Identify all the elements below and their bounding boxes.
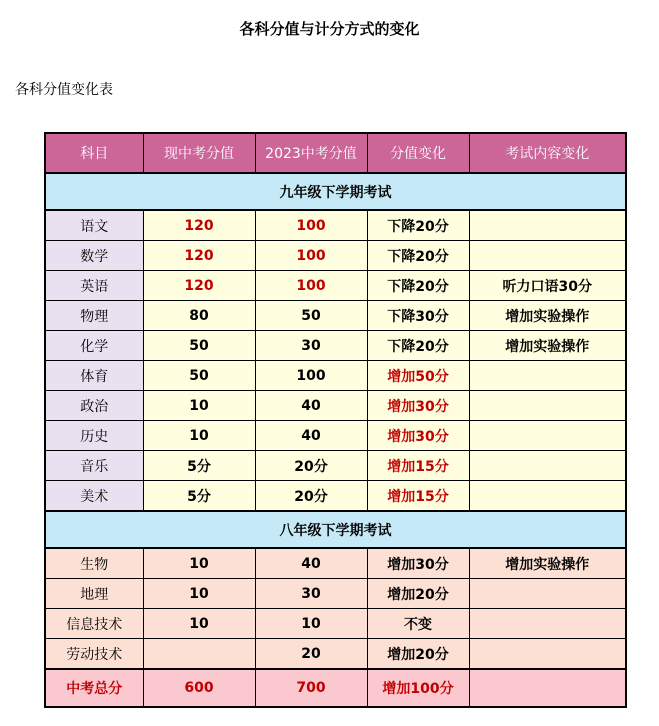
current-score-cell: 10 [143, 548, 255, 579]
table-row [45, 548, 626, 579]
table-row [45, 391, 626, 421]
table-row [45, 639, 626, 670]
content-change-cell [469, 451, 626, 481]
table-row [45, 301, 626, 331]
content-change-cell [469, 391, 626, 421]
header-row [45, 133, 626, 173]
score-change-cell: 增加15分 [367, 451, 469, 481]
new-score-cell: 100 [255, 361, 367, 391]
current-score-cell: 50 [143, 331, 255, 361]
score-change-cell: 下降30分 [367, 301, 469, 331]
page-title: 各科分值与计分方式的变化 [239, 20, 420, 38]
content-change-cell [469, 481, 626, 512]
table-row [45, 421, 626, 451]
table-row [45, 481, 626, 512]
content-change-cell: 听力口语30分 [469, 271, 626, 301]
score-change-cell: 增加20分 [367, 639, 469, 670]
score-change-cell: 增加20分 [367, 579, 469, 609]
current-score-cell: 10 [143, 421, 255, 451]
subject-cell: 化学 [45, 331, 143, 361]
subject-cell: 物理 [45, 301, 143, 331]
total-label-cell: 中考总分 [45, 669, 143, 707]
content-change-cell: 增加实验操作 [469, 331, 626, 361]
total-new-cell: 700 [255, 669, 367, 707]
current-score-cell: 5分 [143, 451, 255, 481]
new-score-cell: 40 [255, 548, 367, 579]
score-change-cell: 下降20分 [367, 241, 469, 271]
current-score-cell: 80 [143, 301, 255, 331]
new-score-cell: 20分 [255, 481, 367, 512]
table-row [45, 210, 626, 241]
content-change-cell: 增加实验操作 [469, 301, 626, 331]
table-row [45, 271, 626, 301]
new-score-cell: 50 [255, 301, 367, 331]
header-score-change: 分值变化 [367, 133, 469, 173]
total-content-cell [469, 669, 626, 707]
new-score-cell: 20 [255, 639, 367, 670]
header-current-score: 现中考分值 [143, 133, 255, 173]
header-content-change: 考试内容变化 [469, 133, 626, 173]
subject-cell: 历史 [45, 421, 143, 451]
table-row [45, 609, 626, 639]
subject-cell: 政治 [45, 391, 143, 421]
table-caption: 各科分值变化表 [15, 82, 113, 98]
header-2023-score: 2023中考分值 [255, 133, 367, 173]
score-change-cell: 下降20分 [367, 210, 469, 241]
subject-cell: 美术 [45, 481, 143, 512]
new-score-cell: 100 [255, 210, 367, 241]
current-score-cell: 10 [143, 391, 255, 421]
score-change-cell: 增加30分 [367, 391, 469, 421]
section-grade9-label: 九年级下学期考试 [45, 173, 626, 210]
table-row [45, 241, 626, 271]
score-change-table [44, 132, 627, 708]
current-score-cell: 120 [143, 271, 255, 301]
current-score-cell: 10 [143, 609, 255, 639]
current-score-cell: 120 [143, 210, 255, 241]
subject-cell: 地理 [45, 579, 143, 609]
table-row [45, 361, 626, 391]
score-change-cell: 增加30分 [367, 421, 469, 451]
score-table-container [44, 132, 625, 708]
table-row [45, 451, 626, 481]
subject-cell: 劳动技术 [45, 639, 143, 670]
new-score-cell: 100 [255, 271, 367, 301]
new-score-cell: 10 [255, 609, 367, 639]
current-score-cell: 5分 [143, 481, 255, 512]
new-score-cell: 100 [255, 241, 367, 271]
header-subject: 科目 [45, 133, 143, 173]
content-change-cell [469, 210, 626, 241]
new-score-cell: 20分 [255, 451, 367, 481]
score-change-cell: 下降20分 [367, 331, 469, 361]
subject-cell: 数学 [45, 241, 143, 271]
new-score-cell: 30 [255, 579, 367, 609]
new-score-cell: 40 [255, 421, 367, 451]
score-change-cell: 不变 [367, 609, 469, 639]
current-score-cell: 120 [143, 241, 255, 271]
content-change-cell [469, 579, 626, 609]
current-score-cell: 10 [143, 579, 255, 609]
total-change-cell: 增加100分 [367, 669, 469, 707]
new-score-cell: 40 [255, 391, 367, 421]
score-change-cell: 增加15分 [367, 481, 469, 512]
section-grade8-label: 八年级下学期考试 [45, 511, 626, 548]
table-row [45, 579, 626, 609]
content-change-cell [469, 241, 626, 271]
section-grade8 [45, 511, 626, 548]
content-change-cell [469, 361, 626, 391]
new-score-cell: 30 [255, 331, 367, 361]
subject-cell: 英语 [45, 271, 143, 301]
content-change-cell [469, 421, 626, 451]
current-score-cell [143, 639, 255, 670]
content-change-cell [469, 609, 626, 639]
total-current-cell: 600 [143, 669, 255, 707]
content-change-cell [469, 639, 626, 670]
score-change-cell: 下降20分 [367, 271, 469, 301]
current-score-cell: 50 [143, 361, 255, 391]
subject-cell: 语文 [45, 210, 143, 241]
subject-cell: 信息技术 [45, 609, 143, 639]
section-grade9 [45, 173, 626, 210]
score-change-cell: 增加30分 [367, 548, 469, 579]
subject-cell: 体育 [45, 361, 143, 391]
score-change-cell: 增加50分 [367, 361, 469, 391]
subject-cell: 音乐 [45, 451, 143, 481]
content-change-cell: 增加实验操作 [469, 548, 626, 579]
total-row [45, 669, 626, 707]
subject-cell: 生物 [45, 548, 143, 579]
table-row [45, 331, 626, 361]
